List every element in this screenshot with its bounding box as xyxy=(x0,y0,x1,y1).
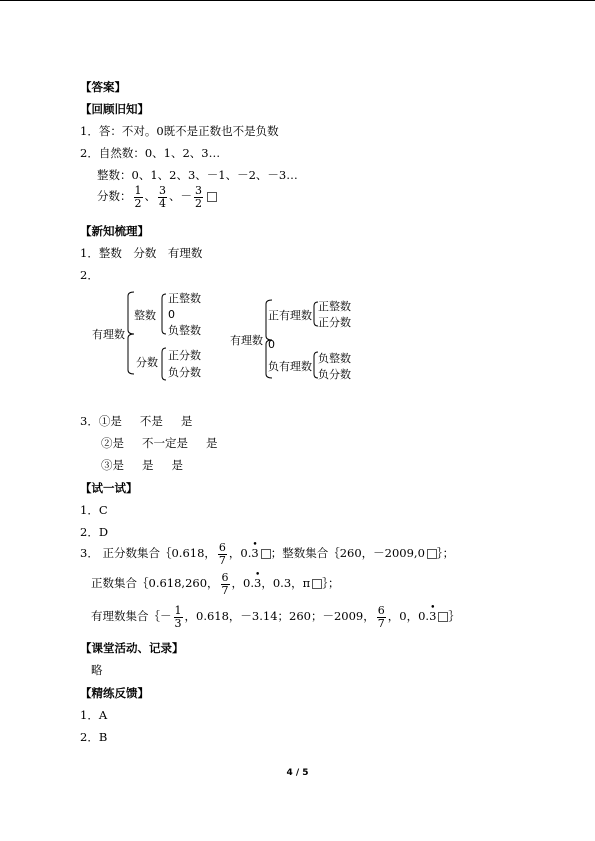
d1-brace-bottom xyxy=(128,334,134,374)
q3-line-2: ②是 不一定是 是 xyxy=(101,436,218,450)
trial-heading: 【试一试】 xyxy=(80,481,138,495)
fraction-3-4: $\frac{3}{4}$ xyxy=(159,183,166,210)
newknow-line-2: 2． xyxy=(80,268,99,282)
trial-line-1: 1．C xyxy=(80,503,108,517)
fraction-6-7: $\frac{6}{7}$ xyxy=(218,540,226,567)
repeating-digit: • 3 xyxy=(254,571,261,595)
trial-line-3: 3． 正分数集合｛0.618， $\frac{6}{7}$ ，0.• 3 ；整数集合｛260，－2009,0 ｝； xyxy=(80,541,454,567)
review-line-2: 2．自然数：0、1、2、3… xyxy=(80,146,221,160)
review-line-3: 整数：0、1、2、3、－1、－2、－3… xyxy=(97,168,298,182)
newknow-heading: 【新知梳理】 xyxy=(80,224,149,238)
page-number: 4 / 5 xyxy=(286,768,309,778)
feedback-line-2: 2．B xyxy=(80,730,108,744)
d1-zero: 0 xyxy=(168,308,175,321)
d1-fraction: 分数 xyxy=(136,356,158,369)
review-line-1: 1．答：不对。0既不是正数也不是负数 xyxy=(80,124,279,138)
d2-pos-int: 正整数 xyxy=(318,300,351,313)
repeating-digit: • 3 xyxy=(429,604,436,628)
trial-line-2: 2．D xyxy=(80,525,109,539)
d1-neg-int: 负整数 xyxy=(168,324,201,337)
trial-line-4: 正数集合｛0.618,260， $\frac{6}{7}$ ，0.• 3，0.3，π ｝； xyxy=(91,571,339,597)
review-fractions-line: 分数： $\frac{1}{2}$ 、 $\frac{3}{4}$ 、－ $\frac{3}{2}$ xyxy=(97,184,217,210)
feedback-line-1: 1．A xyxy=(80,708,108,722)
activity-heading: 【课堂活动、记录】 xyxy=(80,641,184,655)
repeating-digit: • 3 xyxy=(251,541,258,565)
box-glyph xyxy=(261,549,271,559)
fraction-6-7: $\frac{6}{7}$ xyxy=(377,603,385,630)
feedback-heading: 【精练反馈】 xyxy=(80,686,149,700)
newknow-line-1: 1．整数 分数 有理数 xyxy=(80,246,203,260)
d1-integer: 整数 xyxy=(134,309,156,322)
d2-zero: 0 xyxy=(268,338,275,351)
review-heading: 【回顾旧知】 xyxy=(80,102,149,116)
box-glyph xyxy=(207,192,217,202)
activity-line-1: 略 xyxy=(91,663,103,677)
answer-heading: 【答案】 xyxy=(80,80,126,94)
d2-root: 有理数 xyxy=(230,334,263,347)
fraction-6-7: $\frac{6}{7}$ xyxy=(221,570,229,597)
fraction-label: 分数： xyxy=(97,189,132,203)
d2-neg-rational: 负有理数 xyxy=(268,360,312,373)
box-glyph xyxy=(312,579,322,589)
d2-pos-frac: 正分数 xyxy=(318,316,351,329)
q3-line-3: ③是 是 是 xyxy=(101,458,183,472)
classification-diagram-2 xyxy=(228,296,358,382)
d1-pos-frac: 正分数 xyxy=(168,349,201,362)
d2-neg-int: 负整数 xyxy=(318,352,351,365)
d2-pos-rational: 正有理数 xyxy=(268,309,312,322)
d2-neg-frac: 负分数 xyxy=(318,368,351,381)
box-glyph xyxy=(438,612,448,622)
top-rule xyxy=(0,0,595,1)
d1-root: 有理数 xyxy=(92,328,125,341)
fraction-1-2: $\frac{1}{2}$ xyxy=(134,183,142,210)
classification-diagram-1 xyxy=(88,286,218,384)
box-glyph xyxy=(427,549,437,559)
trial-line-5: 有理数集合｛－ $\frac{1}{3}$ ，0.618，－3.14；260；－2009， $\frac{6}{7}$ ，0，0.• 3 ｝ xyxy=(91,604,460,630)
q3-line-1: 3．①是 不是 是 xyxy=(80,414,193,428)
d1-pos-int: 正整数 xyxy=(168,292,201,305)
fraction-3-2: $\frac{3}{2}$ xyxy=(195,183,202,210)
fraction-1-3: $\frac{1}{3}$ xyxy=(174,603,182,630)
d1-neg-frac: 负分数 xyxy=(168,366,201,379)
